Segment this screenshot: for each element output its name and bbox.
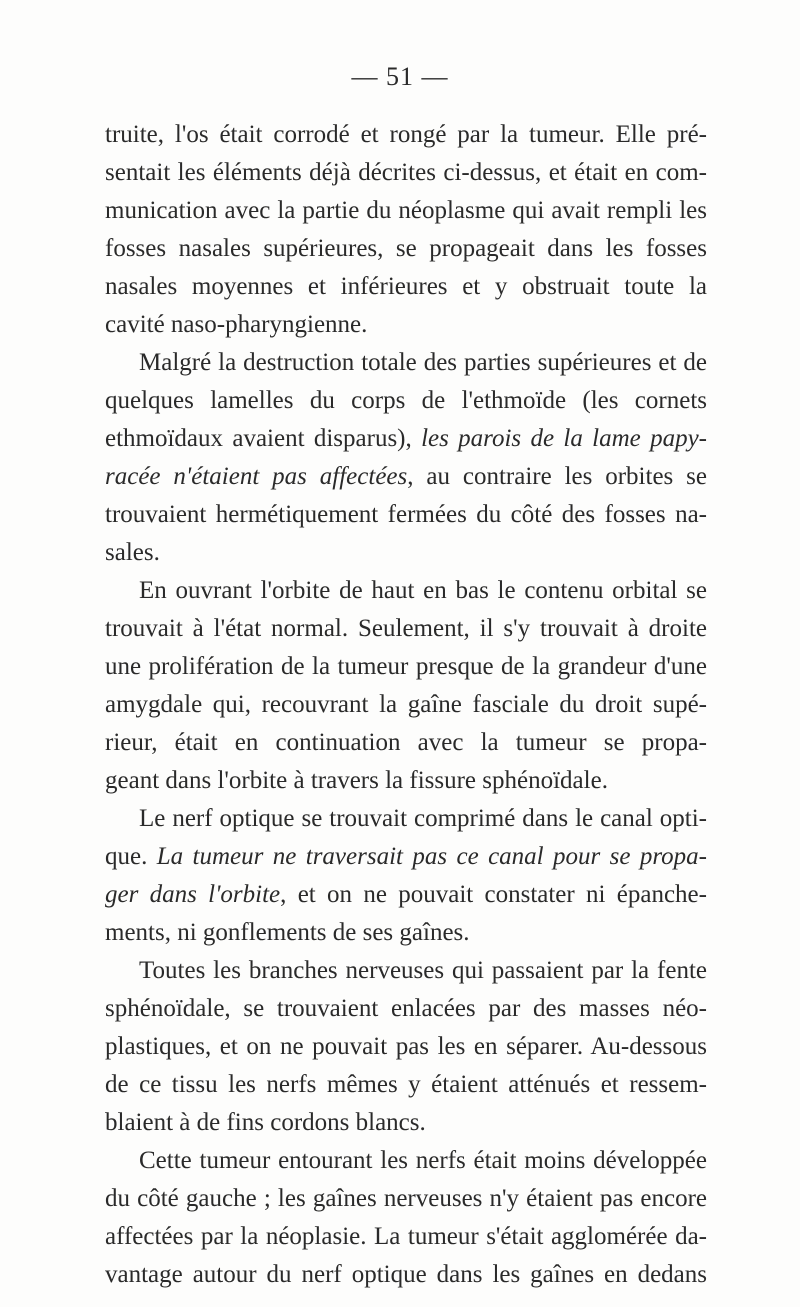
line-text: trouvaient hermétiquement fermées du côté des fosses na- bbox=[105, 501, 707, 528]
line-text: sales. bbox=[105, 539, 160, 566]
line-text: nasales moyennes et inférieures et y obstruait toute la bbox=[105, 273, 707, 300]
line-text: plastiques, et on ne pouvait pas les en séparer. Au-dessous bbox=[105, 1033, 707, 1060]
line-text: Toutes les branches nerveuses qui passaient par la fente bbox=[139, 957, 707, 984]
line-text: affectées par la néoplasie. La tumeur s'était agglomérée da- bbox=[105, 1223, 707, 1250]
line-text: fosses nasales supérieures, se propageait dans les fosses bbox=[105, 235, 707, 262]
text-line bbox=[105, 306, 707, 344]
line-text: une prolifération de la tumeur presque de la grandeur d'une bbox=[105, 653, 707, 680]
text-line bbox=[105, 876, 707, 914]
line-text: ethmoïdaux avaient disparus), bbox=[105, 425, 422, 452]
emphasized-text: La tumeur ne traversait pas ce canal pour se propa- bbox=[156, 843, 707, 870]
text-line bbox=[105, 534, 707, 572]
line-text: que. bbox=[105, 843, 157, 870]
line-text: de ce tissu les nerfs mêmes y étaient atténués et ressem- bbox=[105, 1071, 707, 1098]
text-line bbox=[105, 116, 707, 154]
text-line bbox=[105, 1028, 707, 1066]
line-text: ments, ni gonflements de ses gaînes. bbox=[105, 919, 470, 946]
text-line bbox=[105, 838, 707, 876]
line-text: , et on ne pouvait constater ni épanche- bbox=[280, 881, 707, 908]
text-line bbox=[105, 572, 707, 610]
line-text: truite, l'os était corrodé et rongé par la tumeur. Elle pré- bbox=[105, 121, 707, 148]
text-line bbox=[105, 154, 707, 192]
text-line bbox=[105, 610, 707, 648]
emphasized-text: ger dans l'orbite bbox=[105, 881, 281, 908]
line-text: sphénoïdale, se trouvaient enlacées par des masses néo- bbox=[105, 995, 707, 1022]
emphasized-text: les parois de la lame papy- bbox=[421, 425, 707, 452]
line-text: amygdale qui, recouvrant la gaîne fasciale du droit supé- bbox=[105, 691, 707, 718]
text-line bbox=[105, 724, 707, 762]
line-text: , au contraire les orbites se bbox=[407, 463, 707, 490]
line-text: munication avec la partie du néoplasme qui avait rempli les bbox=[105, 197, 707, 224]
line-text: vantage autour du nerf optique dans les gaînes en dedans bbox=[105, 1261, 707, 1288]
text-line bbox=[105, 192, 707, 230]
line-text: sentait les éléments déjà décrites ci-dessus, et était en com- bbox=[105, 159, 707, 186]
line-text: Le nerf optique se trouvait comprimé dans le canal opti- bbox=[139, 805, 707, 832]
text-line bbox=[105, 1218, 707, 1256]
line-text: cavité naso-pharyngienne. bbox=[105, 311, 368, 338]
text-line bbox=[105, 230, 707, 268]
text-line bbox=[105, 1256, 707, 1294]
text-line bbox=[105, 344, 707, 382]
line-text: quelques lamelles du corps de l'ethmoïde (les cornets bbox=[105, 387, 707, 414]
text-line bbox=[105, 914, 707, 952]
line-text: trouvait à l'état normal. Seulement, il s'y trouvait à droite bbox=[105, 615, 707, 642]
line-text: geant dans l'orbite à travers la fissure sphénoïdale. bbox=[105, 767, 608, 794]
page-number: — 51 — bbox=[351, 62, 449, 91]
line-text: rieur, était en continuation avec la tumeur se propa- bbox=[105, 729, 707, 756]
text-line bbox=[105, 762, 707, 800]
emphasized-text: racée n'étaient pas affectées bbox=[105, 463, 408, 490]
text-line bbox=[105, 496, 707, 534]
line-text: En ouvrant l'orbite de haut en bas le contenu orbital se bbox=[139, 577, 707, 604]
text-line bbox=[105, 1180, 707, 1218]
line-text: Cette tumeur entourant les nerfs était moins développée bbox=[139, 1147, 707, 1174]
text-line bbox=[105, 686, 707, 724]
text-line bbox=[105, 458, 707, 496]
text-line bbox=[105, 1104, 707, 1142]
text-line bbox=[105, 800, 707, 838]
text-line bbox=[105, 268, 707, 306]
text-line bbox=[105, 382, 707, 420]
text-line bbox=[105, 1142, 707, 1180]
text-line bbox=[105, 990, 707, 1028]
text-line bbox=[105, 420, 707, 458]
text-line bbox=[105, 952, 707, 990]
text-line bbox=[105, 1066, 707, 1104]
line-text: Malgré la destruction totale des parties supérieures et de bbox=[139, 349, 707, 376]
line-text: blaient à de fins cordons blancs. bbox=[105, 1109, 426, 1136]
body-text bbox=[105, 116, 707, 1294]
line-text: du côté gauche ; les gaînes nerveuses n'y étaient pas encore bbox=[105, 1185, 707, 1212]
text-line bbox=[105, 648, 707, 686]
